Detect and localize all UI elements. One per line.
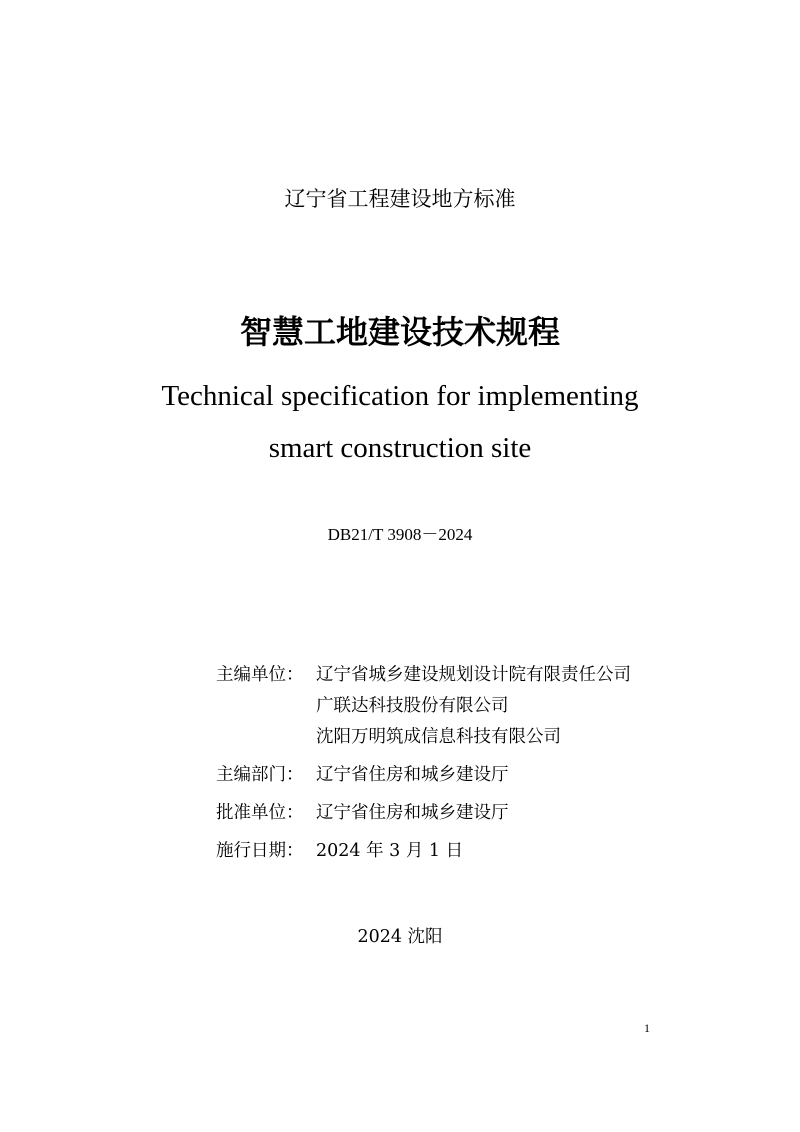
chief-editor-label: 主编单位：: [216, 665, 304, 685]
approval-label: 批准单位：: [216, 803, 304, 823]
publication-year-place: 2024 沈阳: [357, 927, 443, 947]
chief-dept-value: 辽宁省住房和城乡建设厅: [316, 765, 509, 785]
chief-editor-2: 广联达科技股份有限公司: [316, 696, 509, 716]
standard-code: DB21/T 3908－2024: [327, 525, 473, 544]
chief-editor-row: [216, 662, 631, 689]
publication-info-block: [216, 662, 631, 876]
standard-series-heading: 辽宁省工程建设地方标准: [284, 187, 516, 211]
approval-value: 辽宁省住房和城乡建设厅: [316, 803, 509, 823]
approval-row: [216, 800, 631, 827]
effective-date-label: 施行日期：: [216, 841, 304, 861]
chief-editor-3: 沈阳万明筑成信息科技有限公司: [316, 727, 561, 747]
chief-editor-row-3: [216, 724, 631, 751]
document-title-english-line-1: Technical specification for implementing: [161, 380, 639, 412]
document-title-english-line-2: smart construction site: [268, 432, 532, 464]
chief-editor-1: 辽宁省城乡建设规划设计院有限责任公司: [316, 665, 631, 685]
document-title-chinese: 智慧工地建设技术规程: [239, 313, 560, 351]
effective-date-value: 2024 年 3 月 1 日: [316, 841, 464, 861]
effective-date-row: [216, 838, 631, 865]
chief-dept-row: [216, 762, 631, 789]
chief-editor-row-2: [216, 693, 631, 720]
chief-dept-label: 主编部门：: [216, 765, 304, 785]
page-number: 1: [644, 1021, 650, 1035]
